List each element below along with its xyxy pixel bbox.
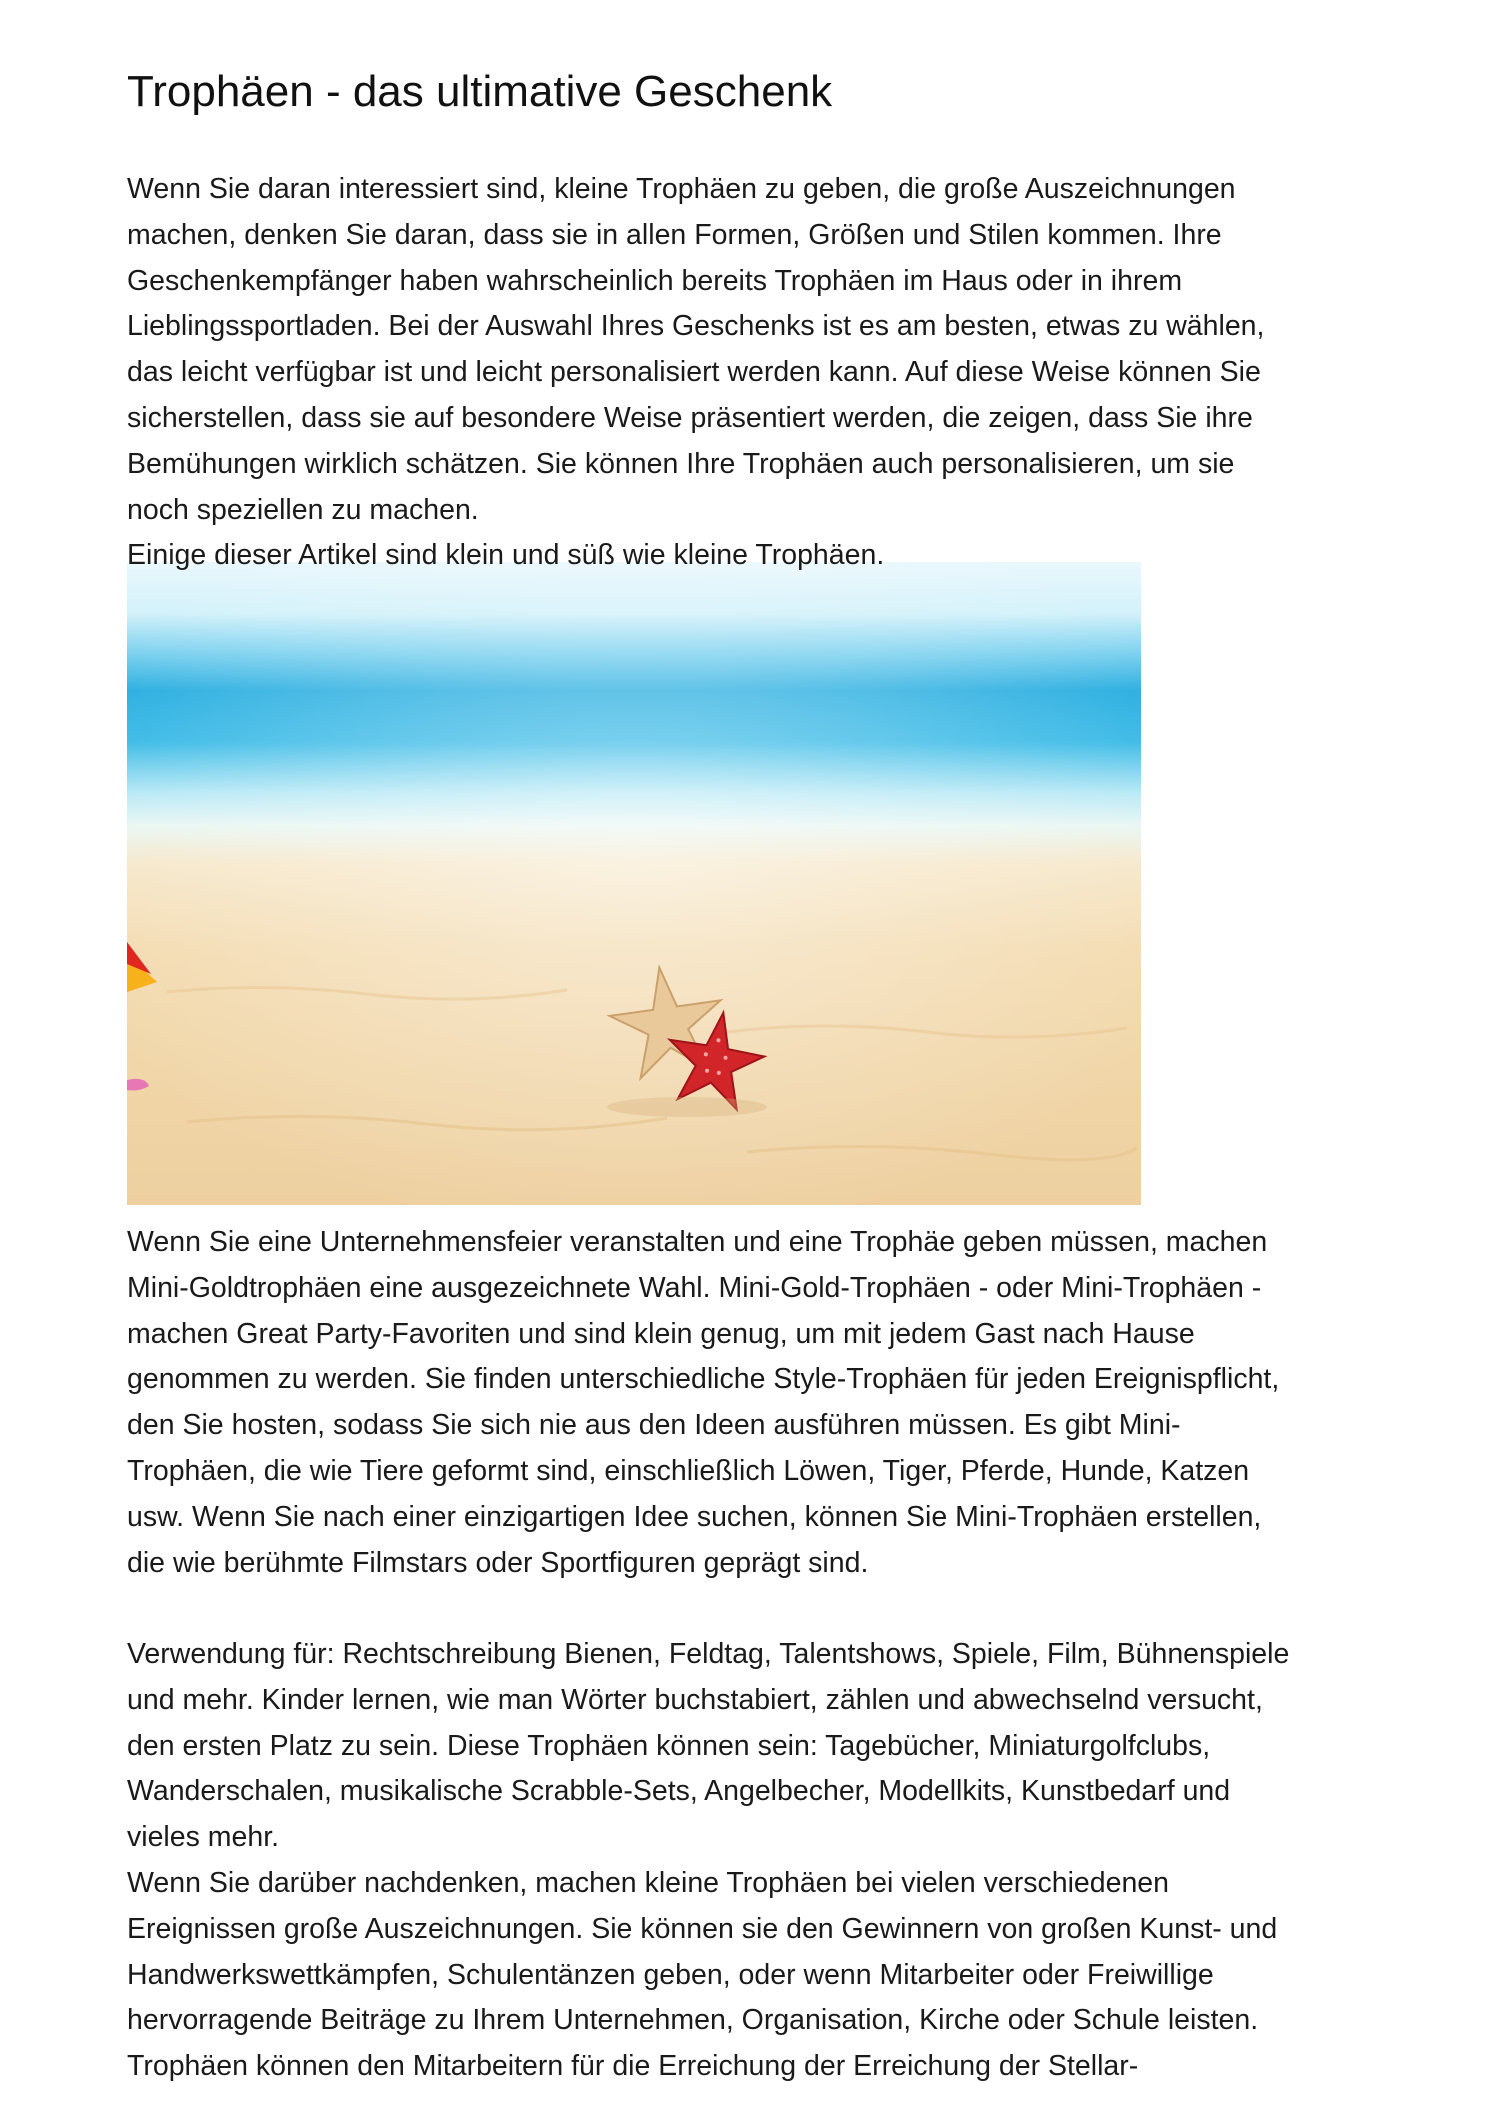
- text-line: noch speziellen zu machen.: [127, 493, 479, 526]
- text-line: Mini-Goldtrophäen eine ausgezeichnete Wahl. Mini-Gold-Trophäen - oder Mini-Trophäen -: [127, 1271, 1262, 1304]
- text-line: hervorragende Beiträge zu Ihrem Unternehmen, Organisation, Kirche oder Schule leisten.: [127, 2004, 1259, 2037]
- text-line: Lieblingssportladen. Bei der Auswahl Ihres Geschenks ist es am besten, etwas zu wählen,: [127, 310, 1265, 343]
- beach-image: [127, 562, 1141, 1205]
- text-line: den Sie hosten, sodass Sie sich nie aus den Ideen ausführen müssen. Es gibt Mini-: [127, 1409, 1181, 1442]
- text-line: usw. Wenn Sie nach einer einzigartigen Idee suchen, können Sie Mini-Trophäen erstellen,: [127, 1500, 1262, 1533]
- page-title: Trophäen - das ultimative Geschenk: [127, 67, 833, 116]
- text-line: Wenn Sie darüber nachdenken, machen kleine Trophäen bei vielen verschiedenen: [127, 1867, 1170, 1899]
- text-line: Trophäen können den Mitarbeitern für die Erreichung der Erreichung der Stellar-: [127, 2050, 1139, 2083]
- text-line: Wenn Sie daran interessiert sind, kleine Trophäen zu geben, die große Auszeichnungen: [127, 173, 1236, 205]
- text-line: genommen zu werden. Sie finden unterschiedliche Style-Trophäen für jeden Ereignispflicht,: [127, 1363, 1280, 1396]
- text-line: Einige dieser Artikel sind klein und süß wie kleine Trophäen.: [127, 539, 885, 571]
- paragraph-company-party: [127, 1220, 1397, 1586]
- text-line: und mehr. Kinder lernen, wie man Wörter buchstabiert, zählen und abwechselnd versucht,: [127, 1683, 1263, 1716]
- paragraph-events: [127, 1861, 1397, 2090]
- text-line: Geschenkempfänger haben wahrscheinlich bereits Trophäen im Haus oder in ihrem: [127, 264, 1183, 297]
- text-line: vieles mehr.: [127, 1821, 280, 1854]
- paragraph-intro: [127, 167, 1397, 533]
- text-line: Ereignissen große Auszeichnungen. Sie können sie den Gewinnern von großen Kunst- und: [127, 1912, 1278, 1945]
- text-line: Verwendung für: Rechtschreibung Bienen, Feldtag, Talentshows, Spiele, Film, Bühnenspiele: [127, 1638, 1290, 1670]
- text-line: machen, denken Sie daran, dass sie in allen Formen, Größen und Stilen kommen. Ihre: [127, 218, 1222, 251]
- text-line: sicherstellen, dass sie auf besondere Weise präsentiert werden, die zeigen, dass Sie ihre: [127, 401, 1253, 434]
- text-line: Wenn Sie eine Unternehmensfeier veranstalten und eine Trophäe geben müssen, machen: [127, 1226, 1268, 1258]
- text-line: den ersten Platz zu sein. Diese Trophäen können sein: Tagebücher, Miniaturgolfclubs,: [127, 1729, 1211, 1762]
- text-line: Bemühungen wirklich schätzen. Sie können Ihre Trophäen auch personalisieren, um sie: [127, 447, 1235, 480]
- text-line: Wanderschalen, musikalische Scrabble-Sets, Angelbecher, Modellkits, Kunstbedarf und: [127, 1775, 1231, 1808]
- paragraph-items: [127, 533, 1397, 579]
- text-line: Trophäen, die wie Tiere geformt sind, einschließlich Löwen, Tiger, Pferde, Hunde, Katzen: [127, 1454, 1250, 1487]
- text-line: Handwerkswettkämpfen, Schulentänzen geben, oder wenn Mitarbeiter oder Freiwillige: [127, 1958, 1214, 1991]
- paragraph-uses: [127, 1632, 1397, 1861]
- text-line: die wie berühmte Filmstars oder Sportfiguren geprägt sind.: [127, 1546, 869, 1579]
- text-line: das leicht verfügbar ist und leicht personalisiert werden kann. Auf diese Weise können Sie: [127, 356, 1261, 389]
- text-line: machen Great Party-Favoriten und sind klein genug, um mit jedem Gast nach Hause: [127, 1317, 1195, 1350]
